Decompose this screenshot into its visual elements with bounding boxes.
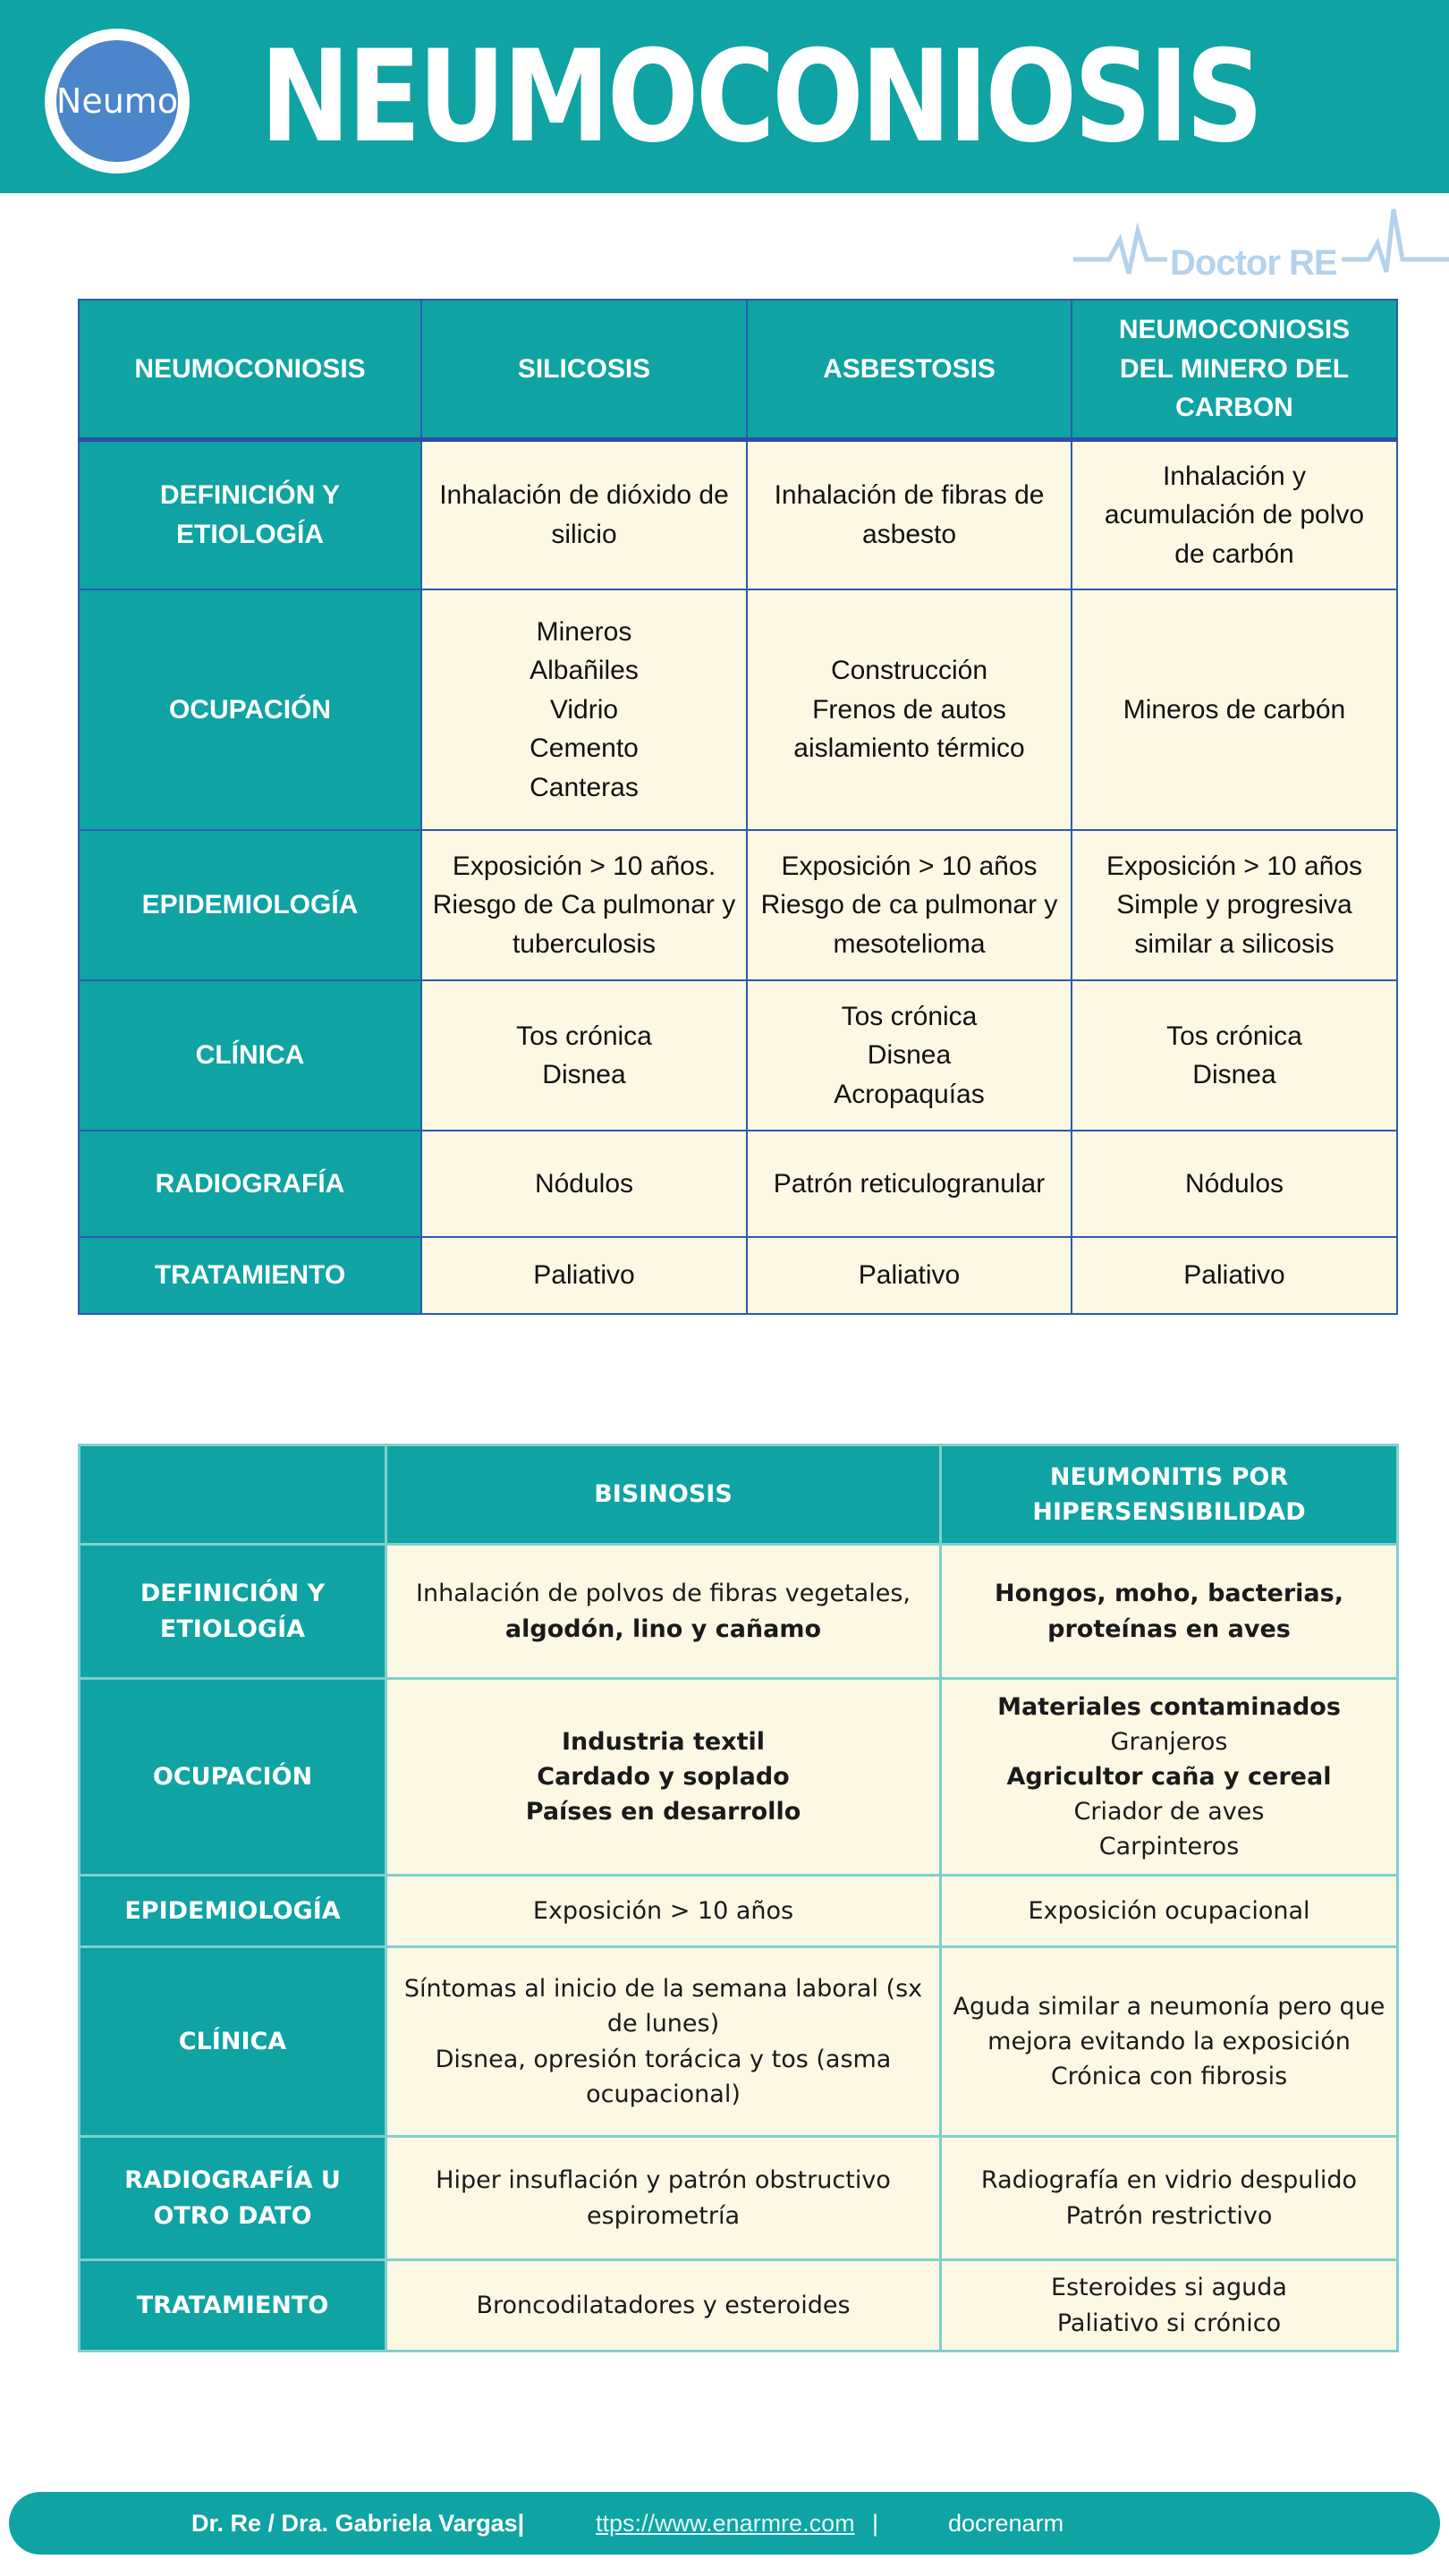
table-cell	[747, 1131, 1072, 1237]
cell-line: Paliativo si crónico	[1056, 2309, 1282, 2337]
table-cell	[1072, 439, 1397, 589]
table-cell	[386, 1545, 941, 1679]
table-cell	[1072, 830, 1397, 980]
cell-line: Radiografía en vidrio despulido	[980, 2166, 1358, 2195]
cell-line: Exposición > 10 años	[532, 1896, 794, 1925]
cell-line: Hongos, moho, bacterias,	[995, 1580, 1343, 1608]
cell-line: Albañiles	[530, 656, 639, 686]
cell-line: Broncodilatadores y esteroides	[476, 2291, 851, 2319]
cell-line: Exposición > 10 años	[1106, 851, 1363, 881]
table-cell	[941, 2260, 1398, 2351]
cell-line: Exposición > 10 años	[781, 851, 1038, 881]
table-row	[80, 1876, 1398, 1947]
cell-line: Nódulos	[534, 1168, 634, 1199]
cell-line: algodón, lino y cañamo	[504, 1614, 822, 1643]
cell-line: proteínas en aves	[1047, 1614, 1291, 1643]
row-header: RADIOGRAFÍA U OTRO DATO	[80, 2137, 386, 2260]
table-cell	[421, 980, 747, 1131]
cell-line: Tos crónica	[516, 1021, 652, 1051]
row-header: OCUPACIÓN	[79, 589, 421, 830]
table-row	[80, 2137, 1398, 2260]
footer-separator: |	[872, 2510, 879, 2537]
doctor-re-watermark	[1073, 204, 1449, 293]
cell-line: Hiper insuflación y patrón obstructivo espirometría	[436, 2166, 891, 2230]
footer-authors: Dr. Re / Dra. Gabriela Vargas|	[191, 2510, 525, 2537]
cell-line: Aguda similar a neumonía pero que mejora evitando la exposición	[953, 1992, 1385, 2055]
cell-line: aislamiento térmico	[793, 733, 1025, 764]
column-header: BISINOSIS	[386, 1445, 941, 1545]
cell-line: Disnea	[1192, 1060, 1276, 1089]
table-cell	[421, 1237, 747, 1314]
table-cell	[941, 1679, 1398, 1876]
table-row	[80, 2260, 1398, 2351]
table-header-row	[79, 300, 1397, 439]
cell-line: Mineros de carbón	[1123, 694, 1346, 724]
footer-social-handle: docrenarm	[948, 2510, 1064, 2537]
neumo-logo	[45, 29, 190, 174]
row-header: TRATAMIENTO	[80, 2260, 386, 2351]
table-cell	[1072, 589, 1397, 830]
cell-line: Cardado y soplado	[537, 1762, 790, 1791]
table-row	[79, 1237, 1397, 1314]
watermark-text: Doctor RE	[1170, 243, 1337, 283]
table-cell	[386, 1947, 941, 2137]
cell-line: Granjeros	[1110, 1727, 1228, 1756]
footer-website-link[interactable]: ttps://www.enarmre.com	[596, 2510, 855, 2537]
cell-line: Países en desarrollo	[525, 1798, 801, 1826]
cell-line: Frenos de autos	[812, 694, 1006, 724]
column-header	[80, 1445, 386, 1545]
pneumoconiosis-table	[78, 299, 1398, 1315]
row-header: TRATAMIENTO	[79, 1237, 421, 1314]
neumo-logo-text: Neumo	[56, 40, 178, 162]
cell-line: Paliativo	[533, 1260, 635, 1291]
table-row	[80, 1947, 1398, 2137]
cell-line: Simple y progresiva similar a silicosis	[1116, 890, 1352, 959]
table-cell	[386, 2137, 941, 2260]
table-cell	[1072, 980, 1397, 1131]
table-cell	[747, 1237, 1072, 1314]
cell-line: Cemento	[530, 733, 639, 764]
table-row	[79, 589, 1397, 830]
cell-line: Exposición > 10 años.	[452, 851, 716, 881]
table-row	[79, 830, 1397, 980]
row-header: CLÍNICA	[79, 980, 421, 1131]
table-cell	[747, 980, 1072, 1131]
page-title: NEUMOCONIOSIS	[259, 22, 1261, 171]
table-cell	[941, 2137, 1398, 2260]
row-header: CLÍNICA	[80, 1947, 386, 2137]
column-header: ASBESTOSIS	[747, 300, 1072, 439]
cell-line: Acropaquías	[834, 1079, 985, 1109]
cell-line: Crónica con fibrosis	[1050, 2063, 1288, 2091]
cell-line: Patrón reticulogranular	[773, 1168, 1046, 1199]
cell-line: Vidrio	[549, 694, 619, 724]
table-cell	[386, 1876, 941, 1947]
table-cell	[1072, 1131, 1397, 1237]
cell-line: Síntomas al inicio de la semana laboral (sx de lunes)	[403, 1975, 923, 2038]
column-header: NEUMOCONIOSIS DEL MINERO DEL CARBON	[1072, 300, 1397, 439]
table-row	[79, 1131, 1397, 1237]
cell-line: Inhalación de fibras de asbesto	[774, 480, 1045, 549]
cell-line: Paliativo	[1183, 1260, 1285, 1291]
cell-line: Tos crónica	[1166, 1021, 1302, 1051]
cell-line: Materiales contaminados	[997, 1692, 1341, 1721]
row-header: DEFINICIÓN Y ETIOLOGÍA	[79, 439, 421, 589]
table-cell	[941, 1545, 1398, 1679]
cell-line: Inhalación de polvos de fibras vegetales,	[416, 1580, 911, 1608]
table-row	[80, 1679, 1398, 1876]
table-cell	[747, 589, 1072, 830]
cell-line: Esteroides si aguda	[1051, 2274, 1287, 2302]
table-cell	[747, 830, 1072, 980]
cell-line: Inhalación y acumulación de polvo de carbón	[1104, 461, 1365, 569]
table-cell	[421, 589, 747, 830]
column-header: NEUMONITIS POR HIPERSENSIBILIDAD	[941, 1445, 1398, 1545]
table-row	[79, 439, 1397, 589]
table-cell	[941, 1947, 1398, 2137]
table-row	[79, 980, 1397, 1131]
cell-line: Construcción	[830, 656, 988, 686]
cell-line: Patrón restrictivo	[1065, 2201, 1273, 2230]
table-cell	[941, 1876, 1398, 1947]
column-header: SILICOSIS	[421, 300, 747, 439]
cell-line: Riesgo de ca pulmonar y mesotelioma	[760, 890, 1058, 959]
table-cell	[386, 1679, 941, 1876]
table-cell	[1072, 1237, 1397, 1314]
row-header: DEFINICIÓN Y ETIOLOGÍA	[80, 1545, 386, 1679]
table-header-row	[80, 1445, 1398, 1545]
row-header: EPIDEMIOLOGÍA	[80, 1876, 386, 1947]
cell-line: Exposición ocupacional	[1028, 1896, 1310, 1925]
cell-line: Paliativo	[858, 1260, 961, 1291]
table-row	[80, 1545, 1398, 1679]
table-cell	[747, 439, 1072, 589]
row-header: OCUPACIÓN	[80, 1679, 386, 1876]
cell-line: Carpinteros	[1098, 1833, 1240, 1861]
cell-line: Agricultor caña y cereal	[1006, 1762, 1332, 1791]
cell-line: Tos crónica	[841, 1001, 978, 1031]
cell-line: Industria textil	[561, 1727, 766, 1756]
cell-line: Mineros	[536, 616, 632, 647]
footer-bar	[9, 2492, 1440, 2555]
cell-line: Riesgo de Ca pulmonar y tuberculosis	[432, 890, 736, 959]
table-cell	[421, 439, 747, 589]
table-cell	[386, 2260, 941, 2351]
header-banner	[0, 0, 1449, 193]
cell-line: Inhalación de dióxido de silicio	[439, 480, 729, 549]
row-header: RADIOGRAFÍA	[79, 1131, 421, 1237]
bisinosis-hypersensitivity-table	[78, 1444, 1399, 2352]
cell-line: Disnea, opresión torácica y tos (asma ocupacional)	[435, 2045, 892, 2108]
column-header: NEUMOCONIOSIS	[79, 300, 421, 439]
cell-line: Criador de aves	[1073, 1798, 1265, 1826]
row-header: EPIDEMIOLOGÍA	[79, 830, 421, 980]
table-cell	[421, 1131, 747, 1237]
cell-line: Disnea	[542, 1060, 626, 1089]
cell-line: Canteras	[530, 772, 639, 802]
cell-line: Nódulos	[1184, 1168, 1284, 1199]
table-cell	[421, 830, 747, 980]
cell-line: Disnea	[867, 1040, 952, 1071]
